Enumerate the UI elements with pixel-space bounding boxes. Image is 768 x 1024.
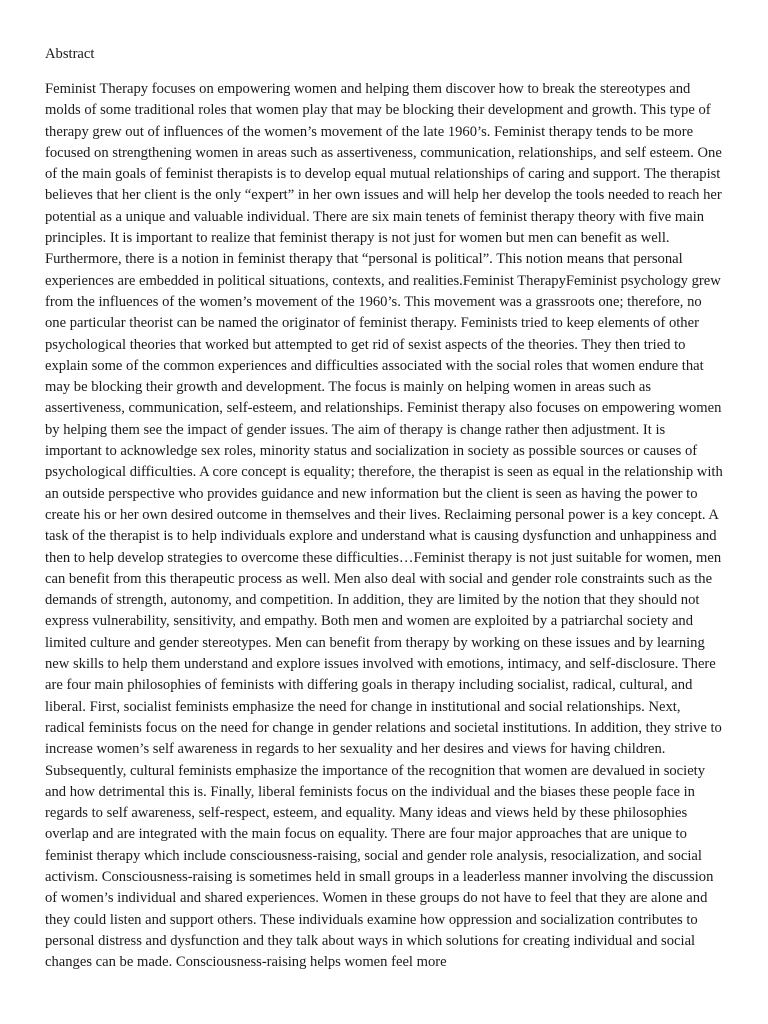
document-page	[45, 44, 723, 973]
abstract-paragraph: Feminist Therapy focuses on empowering women and helping them discover how to break the stereotypes and molds of some traditional roles that women play that may be blocking their development and growth. This type of therapy grew out of influences of the women’s movement of the late 1960’s. Feminist therapy tends to be more focused on strengthening women in areas such as assertiveness, communication, relationships, and self esteem. One of the main goals of feminist therapists is to develop equal mutual relationships of caring and support. The therapist believes that her client is the only “expert” in her own issues and will help her develop the tools needed to reach her potential as a unique and valuable individual. There are six main tenets of feminist therapy theory with five main principles. It is important to realize that feminist therapy is not just for women but men can benefit as well. Furthermore, there is a notion in feminist therapy that “personal is political”. This notion means that personal experiences are embedded in political situations, contexts, and realities.Feminist TherapyFeminist psychology grew from the influences of the women’s movement of the 1960’s. This movement was a grassroots one; therefore, no one particular theorist can be named the originator of feminist therapy. Feminists tried to keep elements of other psychological theories that worked but attempted to get rid of sexist aspects of the theories. They then tried to explain some of the common experiences and difficulties associated with the social roles that women endure that may be blocking their growth and development. The focus is mainly on helping women in areas such as assertiveness, communication, self-esteem, and relationships. Feminist therapy also focuses on empowering women by helping them see the impact of gender issues. The aim of therapy is change rather then adjustment. It is important to acknowledge sex roles, minority status and socialization in society as possible sources or causes of psychological difficulties. A core concept is equality; therefore, the therapist is seen as equal in the relationship with an outside perspective who provides guidance and new information but the client is seen as having the power to create his or her own desired outcome in themselves and their lives. Reclaiming personal power is a key concept. A task of the therapist is to help individuals explore and understand what is causing dysfunction and unhappiness and then to help develop strategies to overcome these difficulties…Feminist therapy is not just suitable for women, men can benefit from this therapeutic process as well. Men also deal with social and gender role constraints such as the demands of strength, autonomy, and competition. In addition, they are limited by the notion that they should not express vulnerability, sensitivity, and empathy. Both men and women are exploited by a patriarchal society and limited culture and gender stereotypes. Men can benefit from therapy by working on these issues and by learning new skills to help them understand and explore issues involved with emotions, intimacy, and self-disclosure. There are four main philosophies of feminists with differing goals in therapy including socialist, radical, cultural, and liberal. First, socialist feminists emphasize the need for change in institutional and social relationships. Next, radical feminists focus on the need for change in gender relations and societal institutions. In addition, they strive to increase women’s self awareness in regards to her sexuality and her desires and views for having children. Subsequently, cultural feminists emphasize the importance of the recognition that women are devalued in society and how detrimental this is. Finally, liberal feminists focus on the individual and the biases these people face in regards to self awareness, self-respect, esteem, and equality. Many ideas and views held by these philosophies overlap and are integrated with the main focus on equality. There are four major approaches that are unique to feminist therapy which include consciousness-raising, social and gender role analysis, resocialization, and social activism. Consciousness-raising is sometimes held in small groups in a leaderless manner involving the discussion of women’s individual and shared experiences. Women in these groups do not have to feel that they are alone and they could listen and support others. These individuals examine how oppression and socialization contributes to personal distress and dysfunction and they talk about ways in which solutions for creating individual and social changes can be made. Consciousness-raising helps women feel more	[45, 81, 723, 971]
abstract-heading: Abstract	[45, 46, 95, 62]
